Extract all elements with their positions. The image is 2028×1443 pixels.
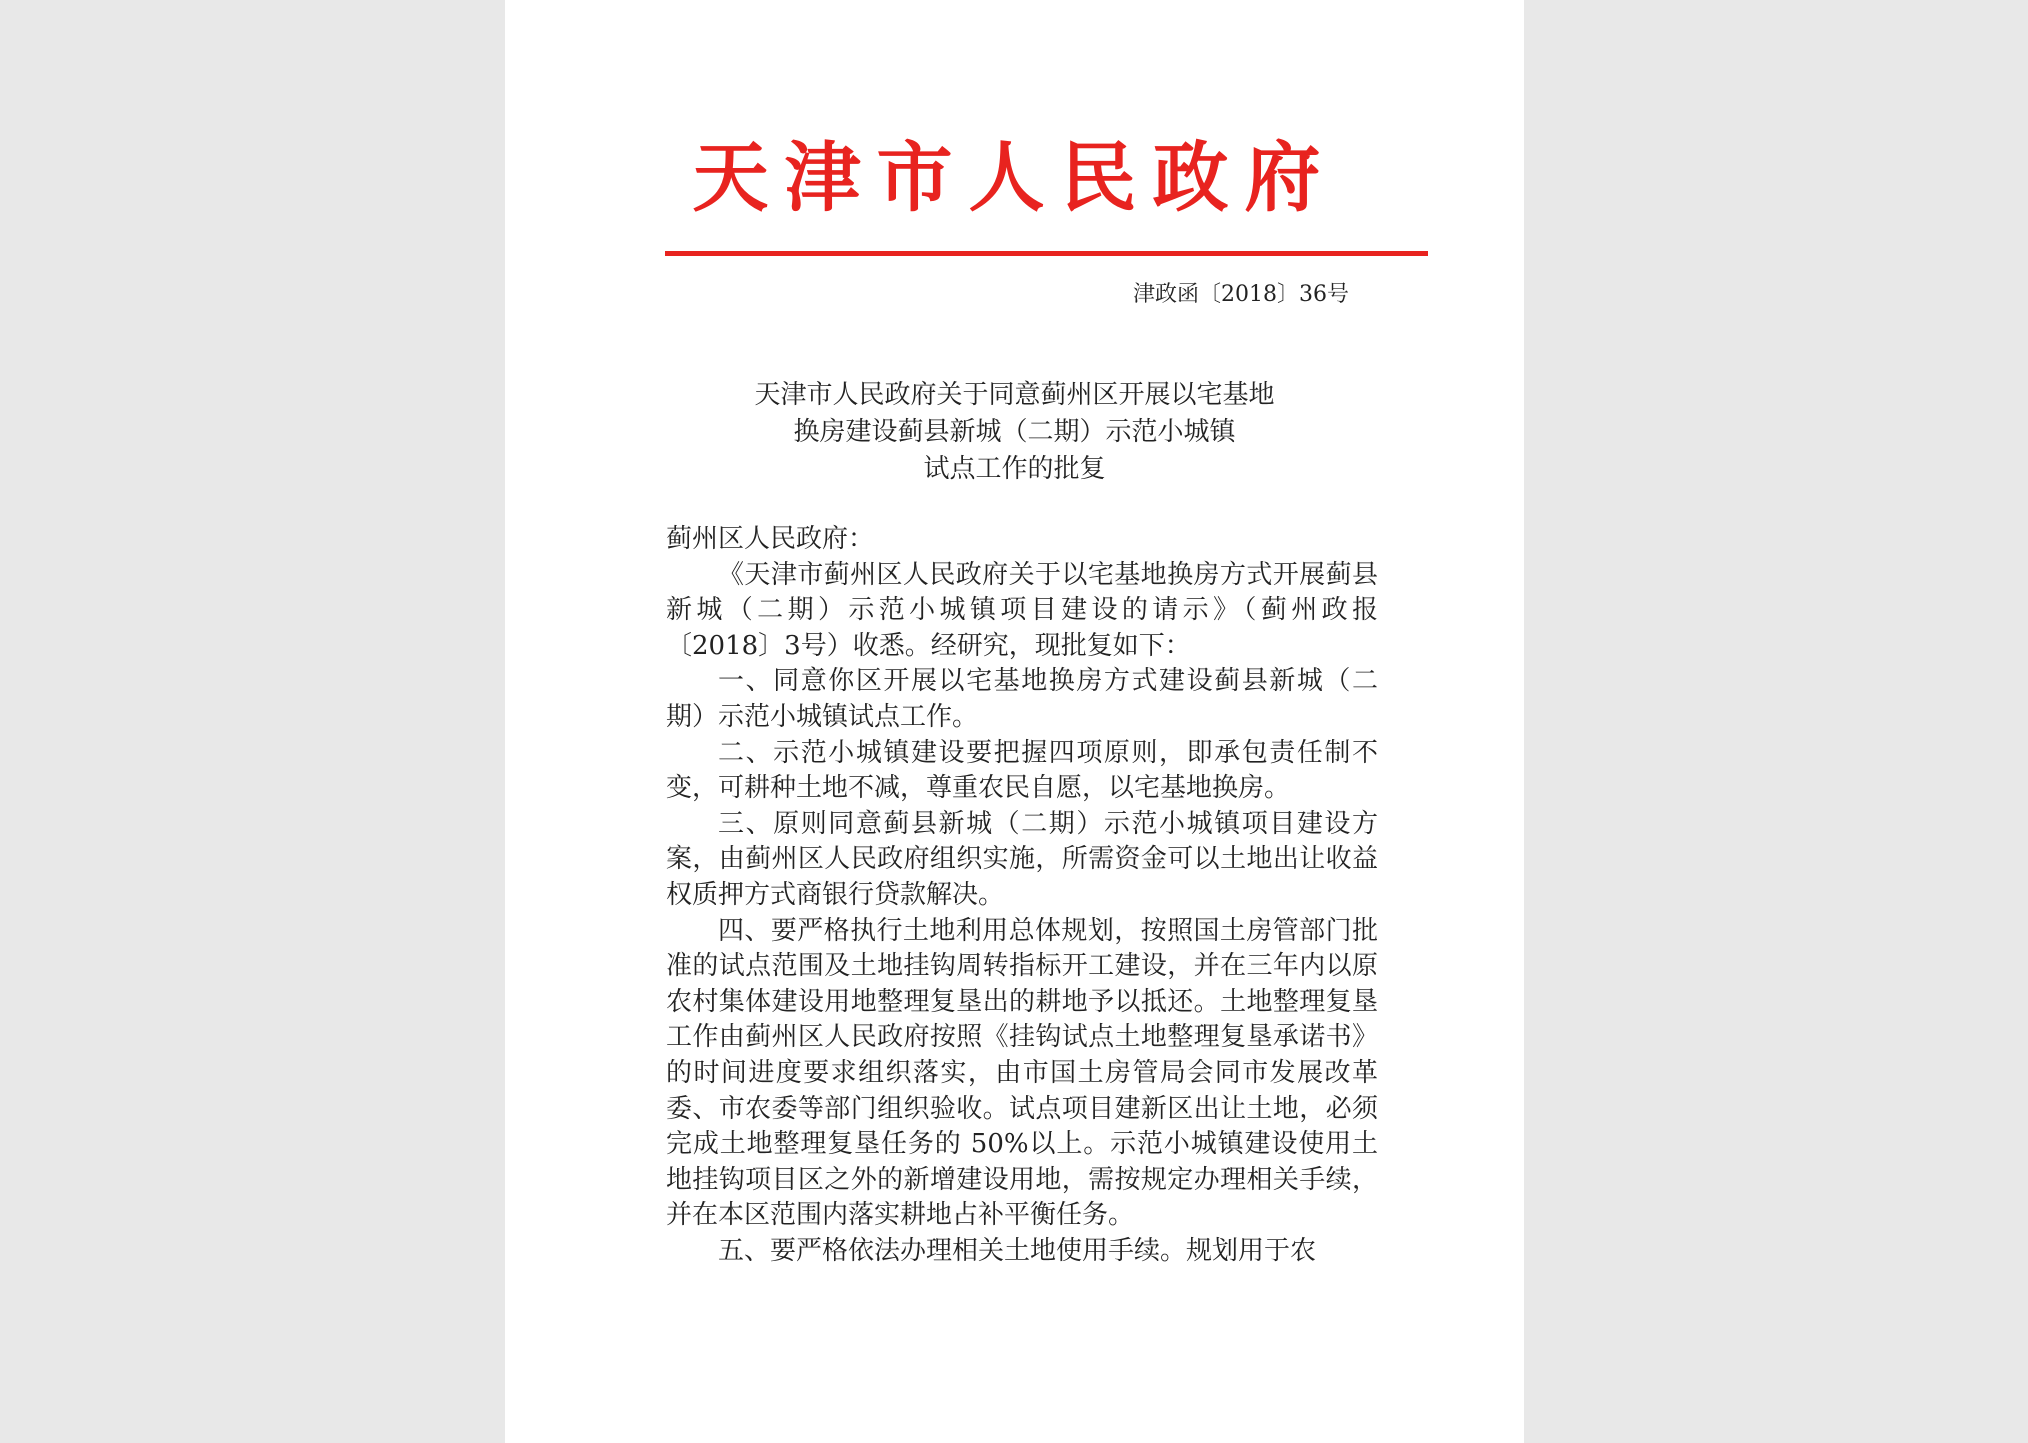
body-paragraph: 《天津市蓟州区人民政府关于以宅基地换房方式开展蓟县新城（二期）示范小城镇项目建设的请示》（蓟州政报〔2018〕3号）收悉。经研究，现批复如下： (666, 559, 1378, 661)
title-line: 试点工作的批复 (923, 454, 1106, 484)
red-divider-line (665, 251, 1428, 256)
title-line: 换房建设蓟县新城（二期）示范小城镇 (793, 417, 1236, 447)
body-paragraph: 一、同意你区开展以宅基地换房方式建设蓟县新城（二期）示范小城镇试点工作。 (666, 666, 1378, 732)
body-paragraph: 五、要严格依法办理相关土地使用手续。规划用于农 (718, 1235, 1317, 1266)
body-paragraph: 二、示范小城镇建设要把握四项原则，即承包责任制不变，可耕种土地不减，尊重农民自愿，以宅基地换房。 (666, 737, 1378, 804)
issuer-masthead: 天津市人民政府 (692, 133, 1337, 222)
document-page (505, 0, 1524, 1443)
document-number: 津政函〔2018〕36号 (1133, 282, 1349, 307)
document-body (666, 522, 1378, 1269)
document-title (505, 377, 1524, 488)
salutation: 蓟州区人民政府： (666, 524, 875, 554)
body-paragraph: 三、原则同意蓟县新城（二期）示范小城镇项目建设方案，由蓟州区人民政府组织实施，所需资金可以土地出让收益权质押方式商银行贷款解决。 (666, 808, 1378, 910)
title-line: 天津市人民政府关于同意蓟州区开展以宅基地 (754, 380, 1275, 410)
body-paragraph: 四、要严格执行土地利用总体规划，按照国土房管部门批准的试点范围及土地挂钩周转指标开工建设，并在三年内以原农村集体建设用地整理复垦出的耕地予以抵还。土地整理复垦工作由蓟州区人民政府按照《挂钩试点土地整理复垦承诺书》的时间进度要求组织落实，由市国土房管局会同市发展改革委、市农委等部门组织验收。试点项目建新区出让土地，必须完成土地整理复垦任务的 50%以上。示范小城镇建设使用土地挂钩项目区之外的新增建设用地，需按规定办理相关手续，并在本区范围内落实耕地占补平衡任务。 (666, 915, 1378, 1231)
